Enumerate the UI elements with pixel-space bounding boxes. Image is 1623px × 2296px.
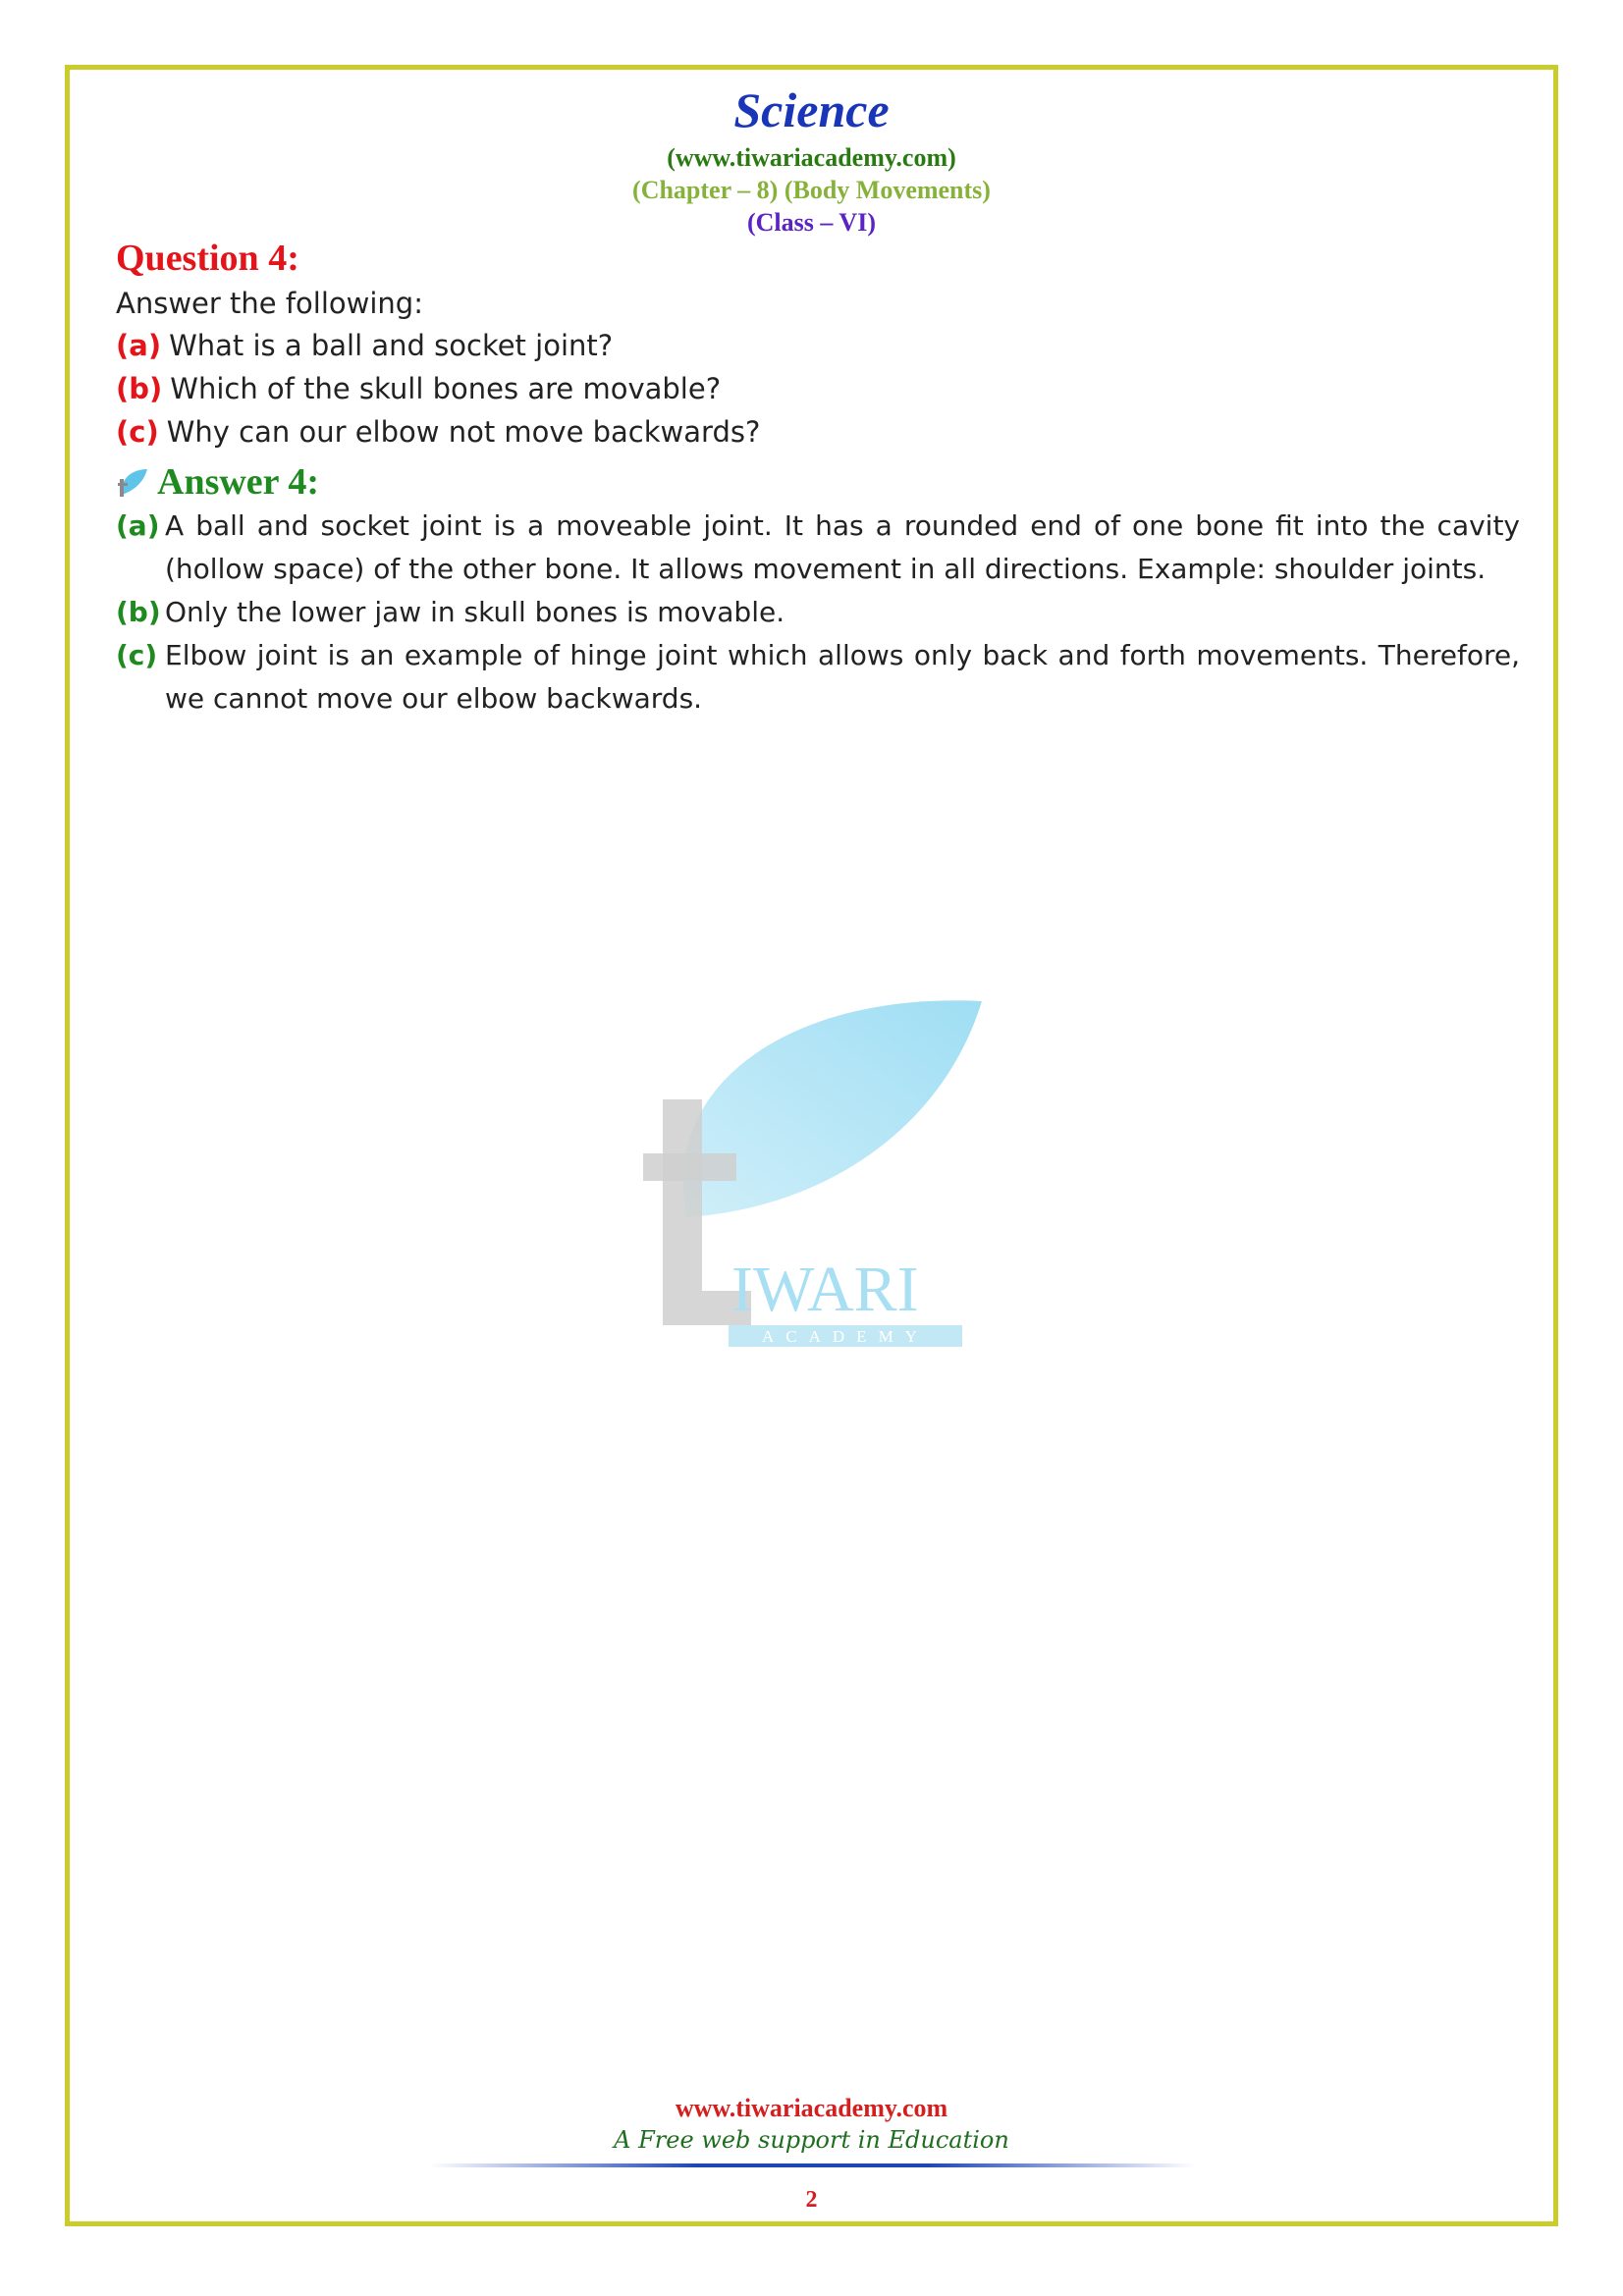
header-site: (www.tiwariacademy.com)	[667, 143, 956, 172]
question-item-label: (a)	[116, 329, 162, 362]
answer-item-label: (a)	[116, 509, 160, 542]
answer-heading-row	[116, 459, 1520, 505]
answer-heading: Answer 4:	[157, 461, 320, 503]
question-item-text: What is a ball and socket joint?	[169, 329, 614, 362]
question-item-text: Which of the skull bones are movable?	[170, 372, 722, 405]
question-item-b	[116, 367, 1520, 410]
answer-item-label: (c)	[116, 639, 158, 671]
page-title: Science	[733, 82, 890, 137]
question-item-label: (c)	[116, 415, 159, 449]
watermark-sub: ACADEMY	[762, 1327, 929, 1346]
footer-divider	[429, 2163, 1195, 2167]
question-item-label: (b)	[116, 372, 163, 405]
answer-item-a	[116, 505, 1520, 591]
question-prompt: Answer the following:	[116, 287, 423, 320]
answer-item-label: (b)	[116, 596, 161, 628]
answer-item-text: Only the lower jaw in skull bones is movable.	[165, 596, 785, 628]
watermark-logo	[638, 972, 992, 1364]
page-footer	[0, 2093, 1623, 2215]
answer-item-text: Elbow joint is an example of hinge joint which allows only back and forth movements. Therefore, we cannot move our elbow backwards.	[165, 639, 1520, 715]
footer-site-link[interactable]: www.tiwariacademy.com	[675, 2094, 948, 2122]
question-item-c	[116, 410, 1520, 454]
header-chapter: (Chapter – 8) (Body Movements)	[632, 176, 991, 204]
page-header	[0, 79, 1623, 239]
answer-item-text: A ball and socket joint is a moveable joint. It has a rounded end of one bone fit into the cavity (hollow space) of the other bone. It allows movement in all directions. Example: shoulder joints.	[165, 509, 1520, 585]
answer-item-b	[116, 591, 1520, 634]
watermark-word: IWARI	[731, 1254, 919, 1325]
answer-item-c	[116, 634, 1520, 721]
tiwari-logo-icon	[116, 465, 149, 499]
question-item-text: Why can our elbow not move backwards?	[166, 415, 761, 449]
main-content	[116, 236, 1520, 721]
footer-tagline: A Free web support in Education	[614, 2126, 1009, 2154]
question-item-a	[116, 324, 1520, 367]
header-class: (Class – VI)	[747, 208, 876, 237]
page-number: 2	[805, 2187, 818, 2213]
question-heading: Question 4:	[116, 238, 299, 279]
